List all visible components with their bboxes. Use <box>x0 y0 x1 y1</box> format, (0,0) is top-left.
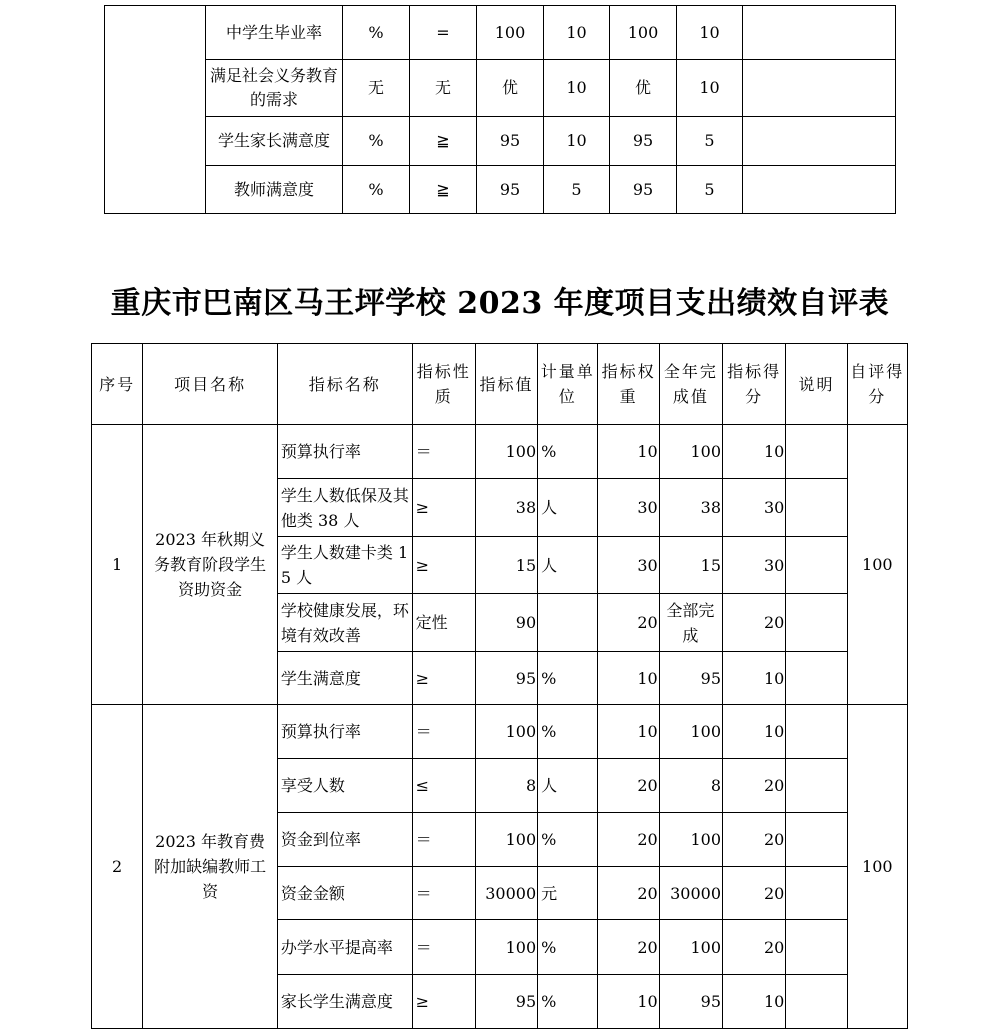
operator-cell: = <box>410 6 477 60</box>
indicator-name-cell: 教师满意度 <box>206 166 343 214</box>
indicator-cell: 学生人数建卡类 15 人 <box>277 537 412 594</box>
header-project: 项目名称 <box>143 344 278 425</box>
unit-cell: % <box>538 813 598 867</box>
indicator-name-cell: 满足社会义务教育的需求 <box>206 60 343 117</box>
indicator-cell: 家长学生满意度 <box>277 975 412 1029</box>
note-cell <box>786 759 847 813</box>
weight-cell: 10 <box>598 705 659 759</box>
unit-cell: 无 <box>343 60 410 117</box>
indicator-cell: 资金金额 <box>277 867 412 920</box>
table-row <box>92 705 908 759</box>
score-cell: 30 <box>723 537 786 594</box>
weight-cell: 30 <box>598 537 659 594</box>
indicator-name-cell: 学生家长满意度 <box>206 117 343 166</box>
target-cell: 100 <box>477 6 544 60</box>
note-cell <box>786 537 847 594</box>
score-cell: 20 <box>723 867 786 920</box>
table-row <box>105 60 896 117</box>
score-cell: 20 <box>723 813 786 867</box>
actual-cell: 100 <box>659 705 722 759</box>
note-cell <box>786 652 847 705</box>
unit-cell: % <box>538 920 598 975</box>
header-indicator: 指标名称 <box>277 344 412 425</box>
table-header-row <box>92 344 908 425</box>
note-cell <box>743 117 896 166</box>
note-cell <box>743 60 896 117</box>
actual-cell: 全部完成 <box>659 594 722 652</box>
indicator-cell: 学生满意度 <box>277 652 412 705</box>
nature-cell: 定性 <box>412 594 475 652</box>
value-cell: 95 <box>475 975 537 1029</box>
header-weight: 指标权重 <box>598 344 659 425</box>
table-row <box>105 166 896 214</box>
note-cell <box>786 920 847 975</box>
weight-cell: 10 <box>544 117 610 166</box>
header-self-score: 自评得分 <box>847 344 907 425</box>
target-cell: 95 <box>477 117 544 166</box>
project-name-cell: 2023 年秋期义务教育阶段学生资助资金 <box>143 425 278 705</box>
table-row <box>105 117 896 166</box>
score-cell: 20 <box>723 920 786 975</box>
operator-cell: 无 <box>410 60 477 117</box>
note-cell <box>786 813 847 867</box>
actual-cell: 95 <box>659 975 722 1029</box>
note-cell <box>786 705 847 759</box>
unit-cell: 人 <box>538 479 598 537</box>
operator-cell: ≧ <box>410 166 477 214</box>
target-cell: 95 <box>477 166 544 214</box>
header-note: 说明 <box>786 344 847 425</box>
score-cell: 30 <box>723 479 786 537</box>
weight-cell: 10 <box>544 60 610 117</box>
note-cell <box>786 975 847 1029</box>
unit-cell: % <box>538 975 598 1029</box>
seq-cell: 1 <box>92 425 143 705</box>
nature-cell: ≤ <box>412 759 475 813</box>
unit-cell: 元 <box>538 867 598 920</box>
score-cell: 5 <box>677 166 743 214</box>
score-cell: 5 <box>677 117 743 166</box>
note-cell <box>743 6 896 60</box>
note-cell <box>743 166 896 214</box>
table-row <box>92 425 908 479</box>
unit-cell <box>538 594 598 652</box>
actual-cell: 8 <box>659 759 722 813</box>
indicator-cell: 资金到位率 <box>277 813 412 867</box>
actual-cell: 100 <box>659 425 722 479</box>
actual-cell: 优 <box>610 60 677 117</box>
actual-cell: 100 <box>659 920 722 975</box>
value-cell: 100 <box>475 705 537 759</box>
weight-cell: 30 <box>598 479 659 537</box>
header-nature: 指标性质 <box>412 344 475 425</box>
weight-cell: 10 <box>598 975 659 1029</box>
nature-cell: ≥ <box>412 479 475 537</box>
value-cell: 95 <box>475 652 537 705</box>
weight-cell: 20 <box>598 813 659 867</box>
unit-cell: % <box>538 652 598 705</box>
score-cell: 10 <box>723 652 786 705</box>
weight-cell: 20 <box>598 867 659 920</box>
header-seq: 序号 <box>92 344 143 425</box>
performance-self-evaluation-table <box>91 343 908 1029</box>
unit-cell: 人 <box>538 759 598 813</box>
weight-cell: 10 <box>598 652 659 705</box>
nature-cell: ＝ <box>412 705 475 759</box>
indicator-cell: 学校健康发展，环境有效改善 <box>277 594 412 652</box>
value-cell: 100 <box>475 920 537 975</box>
actual-cell: 100 <box>659 813 722 867</box>
note-cell <box>786 594 847 652</box>
actual-cell: 95 <box>610 166 677 214</box>
self-score-cell: 100 <box>847 425 907 705</box>
actual-cell: 100 <box>610 6 677 60</box>
score-cell: 10 <box>723 705 786 759</box>
value-cell: 38 <box>475 479 537 537</box>
note-cell <box>786 425 847 479</box>
indicator-cell: 学生人数低保及其他类 38 人 <box>277 479 412 537</box>
weight-cell: 10 <box>544 6 610 60</box>
value-cell: 15 <box>475 537 537 594</box>
weight-cell: 5 <box>544 166 610 214</box>
actual-cell: 38 <box>659 479 722 537</box>
unit-cell: 人 <box>538 537 598 594</box>
actual-cell: 30000 <box>659 867 722 920</box>
unit-cell: % <box>343 117 410 166</box>
unit-cell: % <box>343 6 410 60</box>
score-cell: 20 <box>723 759 786 813</box>
indicator-name-cell: 中学生毕业率 <box>206 6 343 60</box>
weight-cell: 20 <box>598 759 659 813</box>
nature-cell: ≥ <box>412 652 475 705</box>
score-cell: 10 <box>723 975 786 1029</box>
nature-cell: ≥ <box>412 537 475 594</box>
document-title: 重庆市巴南区马王坪学校 2023 年度项目支出绩效自评表 <box>110 286 890 321</box>
actual-cell: 95 <box>610 117 677 166</box>
score-cell: 10 <box>723 425 786 479</box>
header-actual: 全年完成值 <box>659 344 722 425</box>
unit-cell: % <box>538 425 598 479</box>
table-cell <box>105 6 206 214</box>
self-score-cell: 100 <box>847 705 907 1029</box>
nature-cell: ＝ <box>412 813 475 867</box>
nature-cell: ＝ <box>412 920 475 975</box>
weight-cell: 20 <box>598 920 659 975</box>
nature-cell: ＝ <box>412 867 475 920</box>
value-cell: 100 <box>475 813 537 867</box>
header-score: 指标得分 <box>723 344 786 425</box>
continued-indicator-table <box>104 5 896 214</box>
unit-cell: % <box>343 166 410 214</box>
note-cell <box>786 479 847 537</box>
value-cell: 90 <box>475 594 537 652</box>
note-cell <box>786 867 847 920</box>
value-cell: 100 <box>475 425 537 479</box>
weight-cell: 10 <box>598 425 659 479</box>
value-cell: 8 <box>475 759 537 813</box>
score-cell: 10 <box>677 6 743 60</box>
operator-cell: ≧ <box>410 117 477 166</box>
score-cell: 20 <box>723 594 786 652</box>
nature-cell: ＝ <box>412 425 475 479</box>
header-unit: 计量单位 <box>538 344 598 425</box>
actual-cell: 95 <box>659 652 722 705</box>
actual-cell: 15 <box>659 537 722 594</box>
table-row <box>105 6 896 60</box>
seq-cell: 2 <box>92 705 143 1029</box>
value-cell: 30000 <box>475 867 537 920</box>
unit-cell: % <box>538 705 598 759</box>
weight-cell: 20 <box>598 594 659 652</box>
header-value: 指标值 <box>475 344 537 425</box>
indicator-cell: 预算执行率 <box>277 425 412 479</box>
score-cell: 10 <box>677 60 743 117</box>
target-cell: 优 <box>477 60 544 117</box>
indicator-cell: 预算执行率 <box>277 705 412 759</box>
project-name-cell: 2023 年教育费附加缺编教师工资 <box>143 705 278 1029</box>
nature-cell: ≥ <box>412 975 475 1029</box>
indicator-cell: 办学水平提高率 <box>277 920 412 975</box>
indicator-cell: 享受人数 <box>277 759 412 813</box>
